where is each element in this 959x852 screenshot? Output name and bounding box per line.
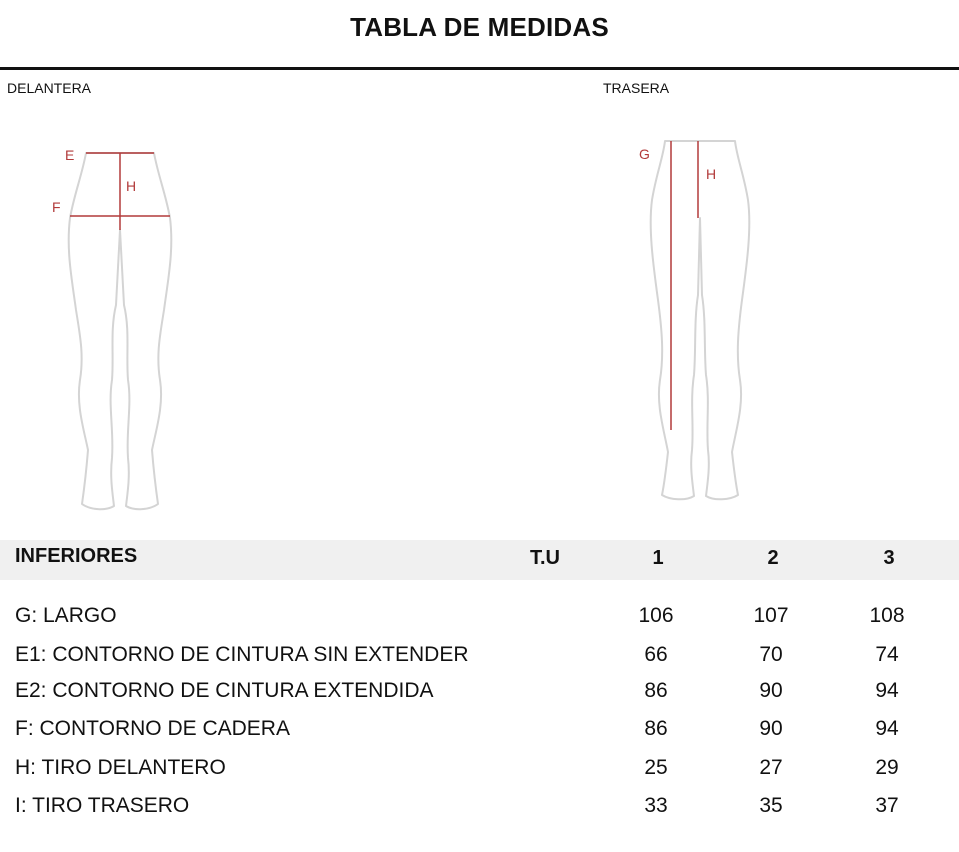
row-label: H: TIRO DELANTERO — [15, 756, 226, 779]
marker-f: F — [52, 199, 61, 215]
marker-e: E — [65, 147, 75, 163]
table-row — [0, 679, 959, 709]
row-label: I: TIRO TRASERO — [15, 794, 190, 817]
value-size-2: 107 — [753, 604, 789, 627]
marker-h-back: H — [706, 166, 717, 182]
value-size-3: 37 — [875, 794, 899, 817]
category-header: INFERIORES — [15, 545, 138, 567]
row-label: E2: CONTORNO DE CINTURA EXTENDIDA — [15, 679, 434, 702]
title-divider — [0, 67, 959, 70]
size-header-2: 2 — [767, 547, 779, 569]
marker-h-front: H — [126, 178, 137, 194]
value-size-1: 66 — [644, 643, 668, 666]
front-leggings-diagram — [40, 130, 200, 520]
value-size-3: 29 — [875, 756, 899, 779]
value-size-3: 94 — [875, 717, 899, 740]
table-row — [0, 643, 959, 673]
value-size-2: 90 — [759, 679, 783, 702]
table-row — [0, 756, 959, 786]
value-size-1: 86 — [644, 679, 668, 702]
value-size-1: 25 — [644, 756, 668, 779]
value-size-3: 108 — [869, 604, 905, 627]
size-header-1: 1 — [652, 547, 664, 569]
value-size-3: 94 — [875, 679, 899, 702]
value-size-3: 74 — [875, 643, 899, 666]
size-header-3: 3 — [883, 547, 895, 569]
table-row — [0, 604, 959, 634]
value-size-2: 35 — [759, 794, 783, 817]
size-header-tu: T.U — [530, 547, 560, 569]
back-view-label: TRASERA — [603, 80, 670, 96]
back-leggings-diagram — [620, 130, 780, 520]
value-size-1: 106 — [638, 604, 674, 627]
value-size-1: 86 — [644, 717, 668, 740]
front-view-label: DELANTERA — [7, 80, 92, 96]
value-size-2: 70 — [759, 643, 783, 666]
value-size-2: 27 — [759, 756, 783, 779]
table-header — [0, 540, 959, 580]
value-size-2: 90 — [759, 717, 783, 740]
row-label: F: CONTORNO DE CADERA — [15, 717, 290, 740]
table-row — [0, 794, 959, 824]
table-row — [0, 717, 959, 747]
row-label: E1: CONTORNO DE CINTURA SIN EXTENDER — [15, 643, 469, 666]
row-label: G: LARGO — [15, 604, 117, 627]
marker-g: G — [639, 146, 650, 162]
value-size-1: 33 — [644, 794, 668, 817]
page-title: TABLA DE MEDIDAS — [350, 12, 609, 42]
